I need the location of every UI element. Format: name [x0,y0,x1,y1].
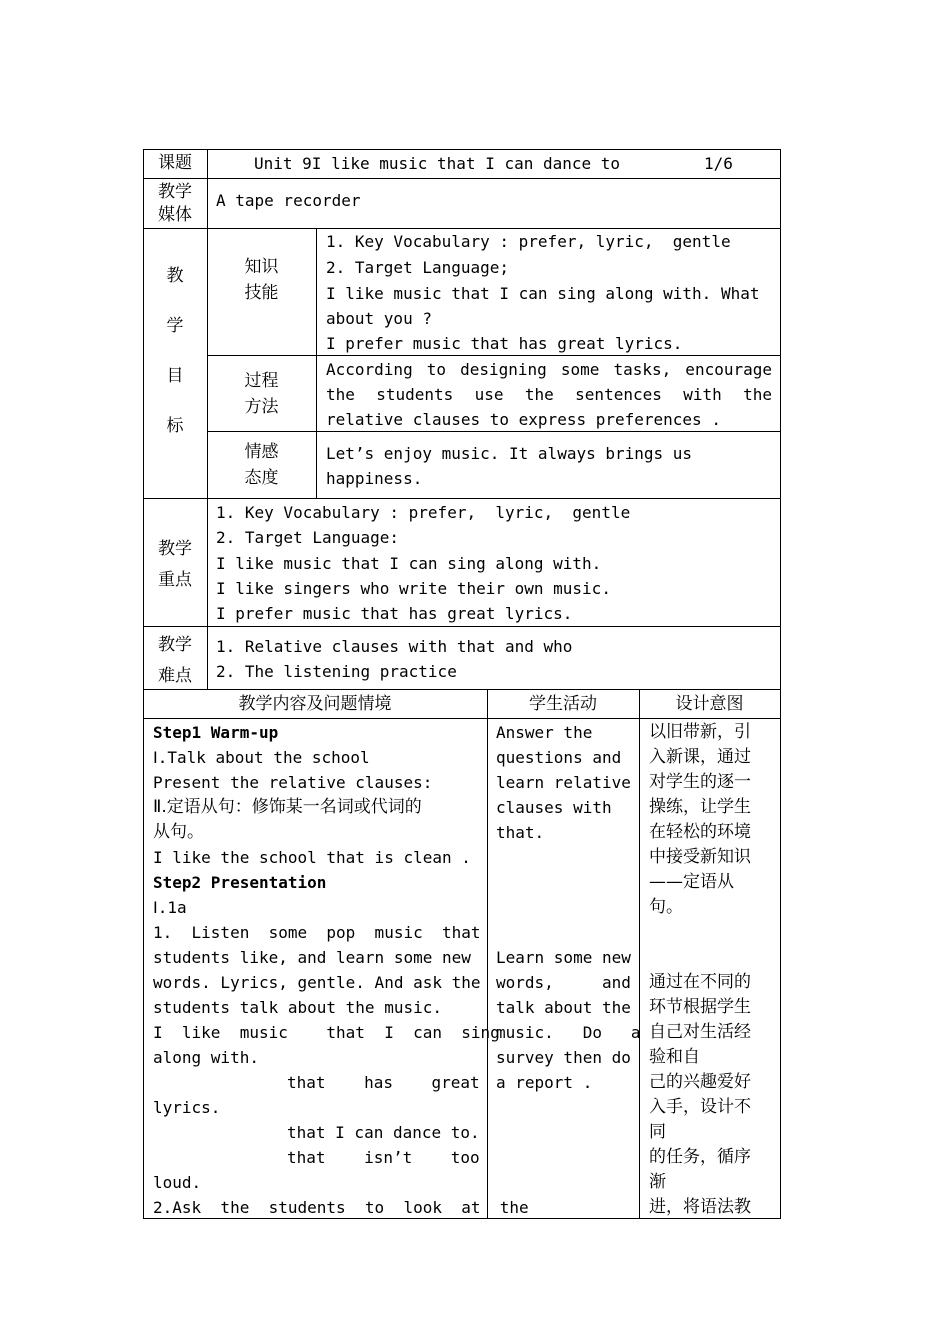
process-label: 方法 [244,397,279,417]
media-label: 媒体 [158,205,192,225]
process-line: relative clauses to express preferences . [326,410,721,429]
process-label: 过程 [244,371,279,391]
content-line: that isn’t too [287,1148,480,1167]
column-divider [487,689,488,1219]
intent-line: 验和自 [649,1047,700,1067]
step-heading: Step1 Warm-up [153,723,279,742]
page-fraction: 1/6 [704,154,733,173]
topic-value: Unit 9I like music that I can dance to [254,154,621,173]
student-line: learn relative [496,773,631,792]
row-divider [143,178,781,179]
key-points-line: I like music that I can sing along with. [216,554,602,573]
row-divider [143,718,781,719]
knowledge-line: 1. Key Vocabulary : prefer, lyric, gentle [326,232,731,251]
column-header-student: 学生活动 [529,694,597,714]
knowledge-line: 2. Target Language; [326,258,510,277]
key-points-line: 1. Key Vocabulary : prefer, lyric, gentle [216,503,631,522]
student-line: Answer the [496,723,593,742]
content-line: I like the school that is clean . [153,848,471,867]
knowledge-label: 知识 [244,257,279,277]
row-divider [143,498,781,499]
key-points-line: I prefer music that has great lyrics. [216,604,573,623]
content-line: that I can dance to. [287,1123,480,1142]
intent-line: 入新课，通过 [649,747,751,767]
difficult-points-line: 1. Relative clauses with that and who [216,637,573,656]
content-line: 2.Ask the students to look at the [153,1198,529,1217]
student-line: a report . [496,1073,593,1092]
student-line: talk about the [496,998,631,1017]
content-line: 1. Listen some pop music that [153,923,481,942]
content-line: lyrics. [153,1098,221,1117]
emotion-label: 态度 [244,468,279,488]
intent-line: 环节根据学生 [649,997,751,1017]
intent-line: 通过在不同的 [649,972,751,992]
media-label: 教学 [158,182,192,202]
column-divider [316,228,317,498]
row-divider [143,689,781,690]
key-points-label: 重点 [158,570,192,590]
key-points-line: I like singers who write their own music. [216,579,611,598]
knowledge-line: about you ? [326,309,432,328]
content-line: 从句。 [153,822,204,842]
knowledge-label: 技能 [244,283,279,303]
difficult-points-label: 难点 [158,666,192,686]
column-divider [639,689,640,1219]
column-header-content: 教学内容及问题情境 [238,694,392,714]
knowledge-line: I prefer music that has great lyrics. [326,334,683,353]
content-line: Ⅰ.Talk about the school [153,748,370,767]
intent-line: 操练，让学生 [649,797,751,817]
content-line: that has great [287,1073,480,1092]
intent-line: 以旧带新，引 [649,722,751,742]
process-line: According to designing some tasks, encourage [326,360,772,379]
topic-label: 课题 [158,153,192,173]
content-line: Ⅱ.定语从句：修饰某一名词或代词的 [153,797,422,817]
objectives-label-char: 目 [166,366,184,386]
step-heading: Step2 Presentation [153,873,327,892]
content-line: students like, and learn some new [153,948,471,967]
emotion-label: 情感 [244,442,279,462]
content-line: words. Lyrics, gentle. And ask the [153,973,481,992]
content-line: I like music that I can sing [153,1023,500,1042]
content-line: Ⅰ.1a [153,898,187,917]
student-line: clauses with [496,798,612,817]
emotion-line: Let’s enjoy music. It always brings us [326,444,693,463]
intent-line: 渐 [649,1172,666,1192]
content-line: along with. [153,1048,259,1067]
student-line: survey then do [496,1048,631,1067]
student-line: music. Do a [496,1023,641,1042]
media-value: A tape recorder [216,191,361,210]
objectives-label-char: 教 [166,266,184,286]
knowledge-line: I like music that I can sing along with. What [326,284,760,303]
content-line: students talk about the music. [153,998,442,1017]
intent-line: 句。 [649,897,683,917]
key-points-label: 教学 [158,539,192,559]
emotion-line: happiness. [326,469,423,488]
student-line: questions and [496,748,622,767]
intent-line: 己的兴趣爱好 [649,1072,751,1092]
intent-line: 的任务，循序 [649,1147,751,1167]
student-line: Learn some new [496,948,631,967]
intent-line: 同 [649,1122,666,1142]
objectives-label-char: 学 [166,316,184,336]
student-line: words, and [496,973,631,992]
process-line: the students use the sentences with the [326,385,772,404]
intent-line: 对学生的逐一 [649,772,751,792]
intent-line: 进，将语法教 [649,1197,751,1217]
intent-line: 在轻松的环境 [649,822,751,842]
column-header-intent: 设计意图 [675,694,744,714]
content-line: loud. [153,1173,202,1192]
key-points-line: 2. Target Language: [216,528,400,547]
intent-line: ——定语从 [649,872,734,892]
difficult-points-line: 2. The listening practice [216,662,457,681]
objectives-label-char: 标 [166,416,184,436]
row-divider [143,626,781,627]
intent-line: 入手，设计不 [649,1097,751,1117]
student-line: that. [496,823,545,842]
intent-line: 自己对生活经 [649,1022,751,1042]
content-line: Present the relative clauses: [153,773,433,792]
intent-line: 中接受新知识 [649,847,751,867]
difficult-points-label: 教学 [158,635,192,655]
